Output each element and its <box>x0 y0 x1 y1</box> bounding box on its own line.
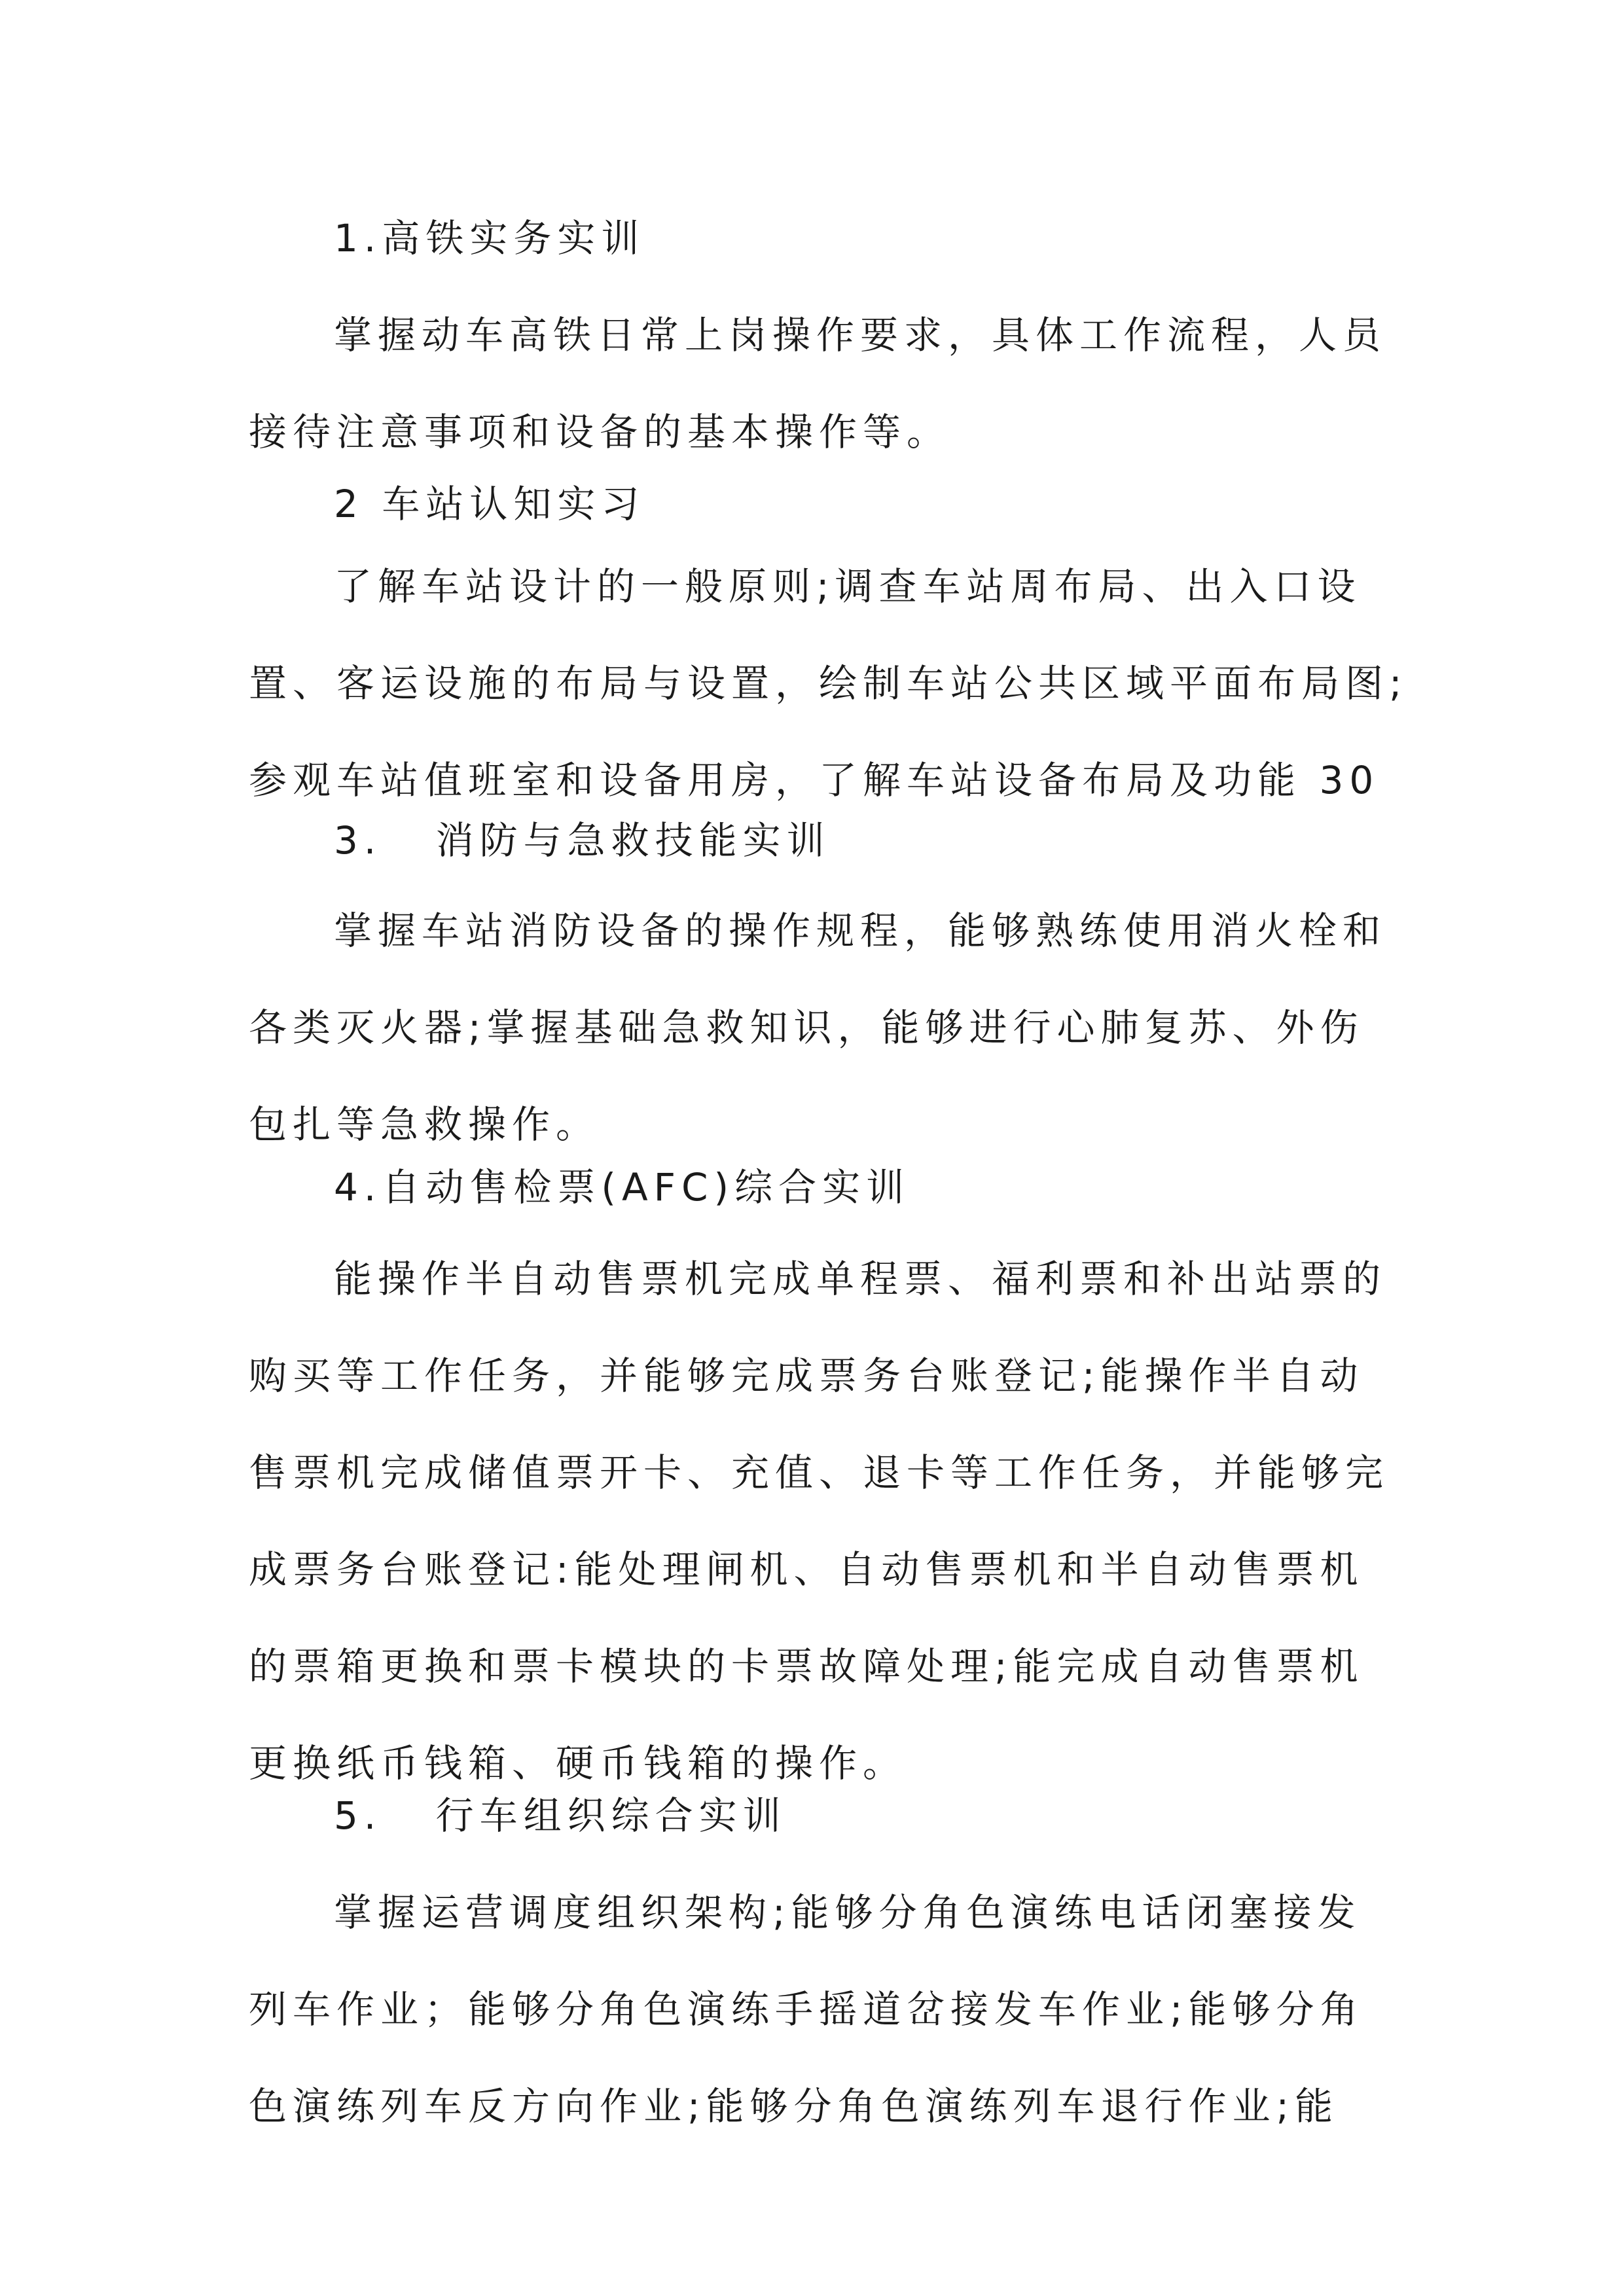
section-heading-2: 2 车站认知实习 <box>334 482 645 526</box>
paragraph-line: 置、客运设施的布局与设置，绘制车站公共区域平面布局图; <box>249 661 1408 706</box>
paragraph-line: 各类灭火器;掌握基础急救知识，能够进行心肺复苏、外伤 <box>249 1005 1364 1050</box>
paragraph-line: 购买等工作任务，并能够完成票务台账登记;能操作半自动 <box>249 1354 1364 1398</box>
section-paragraph-1 <box>249 287 1387 480</box>
paragraph-line: 了解车站设计的一般原则;调查车站周布局、出入口设 <box>334 564 1362 609</box>
paragraph-line: 参观车站值班室和设备用房，了解车站设备布局及功能 30 <box>249 758 1380 802</box>
section-heading-4: 4.自动售检票(AFC)综合实训 <box>334 1165 911 1210</box>
paragraph-line: 成票务台账登记:能处理闸机、自动售票机和半自动售票机 <box>249 1547 1364 1592</box>
paragraph-line: 售票机完成储值票开卡、充值、退卡等工作任务，并能够完 <box>249 1450 1390 1495</box>
paragraph-line: 掌握运营调度组织架构;能够分角色演练电话闭塞接发 <box>334 1890 1362 1935</box>
paragraph-line: 掌握车站消防设备的操作规程，能够熟练使用消火栓和 <box>334 908 1387 953</box>
paragraph-line: 的票箱更换和票卡模块的卡票故障处理;能完成自动售票机 <box>249 1644 1364 1689</box>
paragraph-line: 包扎等急救操作。 <box>249 1102 600 1147</box>
section-paragraph-2 <box>249 538 1408 829</box>
paragraph-line: 列车作业；能够分角色演练手摇道岔接发车作业;能够分角 <box>249 1987 1364 2032</box>
section-paragraph-5 <box>249 1864 1375 2155</box>
paragraph-line: 色演练列车反方向作业;能够分角色演练列车退行作业;能 <box>249 2084 1339 2128</box>
section-heading-5: 5. 行车组织综合实训 <box>334 1793 787 1838</box>
section-heading-3: 3. 消防与急救技能实训 <box>334 818 831 863</box>
section-paragraph-4 <box>249 1230 1390 1812</box>
section-heading-1: 1.高铁实务实训 <box>334 216 645 260</box>
paragraph-line: 接待注意事项和设备的基本操作等。 <box>249 410 951 454</box>
paragraph-line: 掌握动车高铁日常上岗操作要求，具体工作流程，人员 <box>334 313 1387 357</box>
paragraph-line: 能操作半自动售票机完成单程票、福利票和补出站票的 <box>334 1257 1387 1301</box>
section-paragraph-3 <box>249 882 1387 1173</box>
paragraph-line: 更换纸币钱箱、硬币钱箱的操作。 <box>249 1741 907 1785</box>
